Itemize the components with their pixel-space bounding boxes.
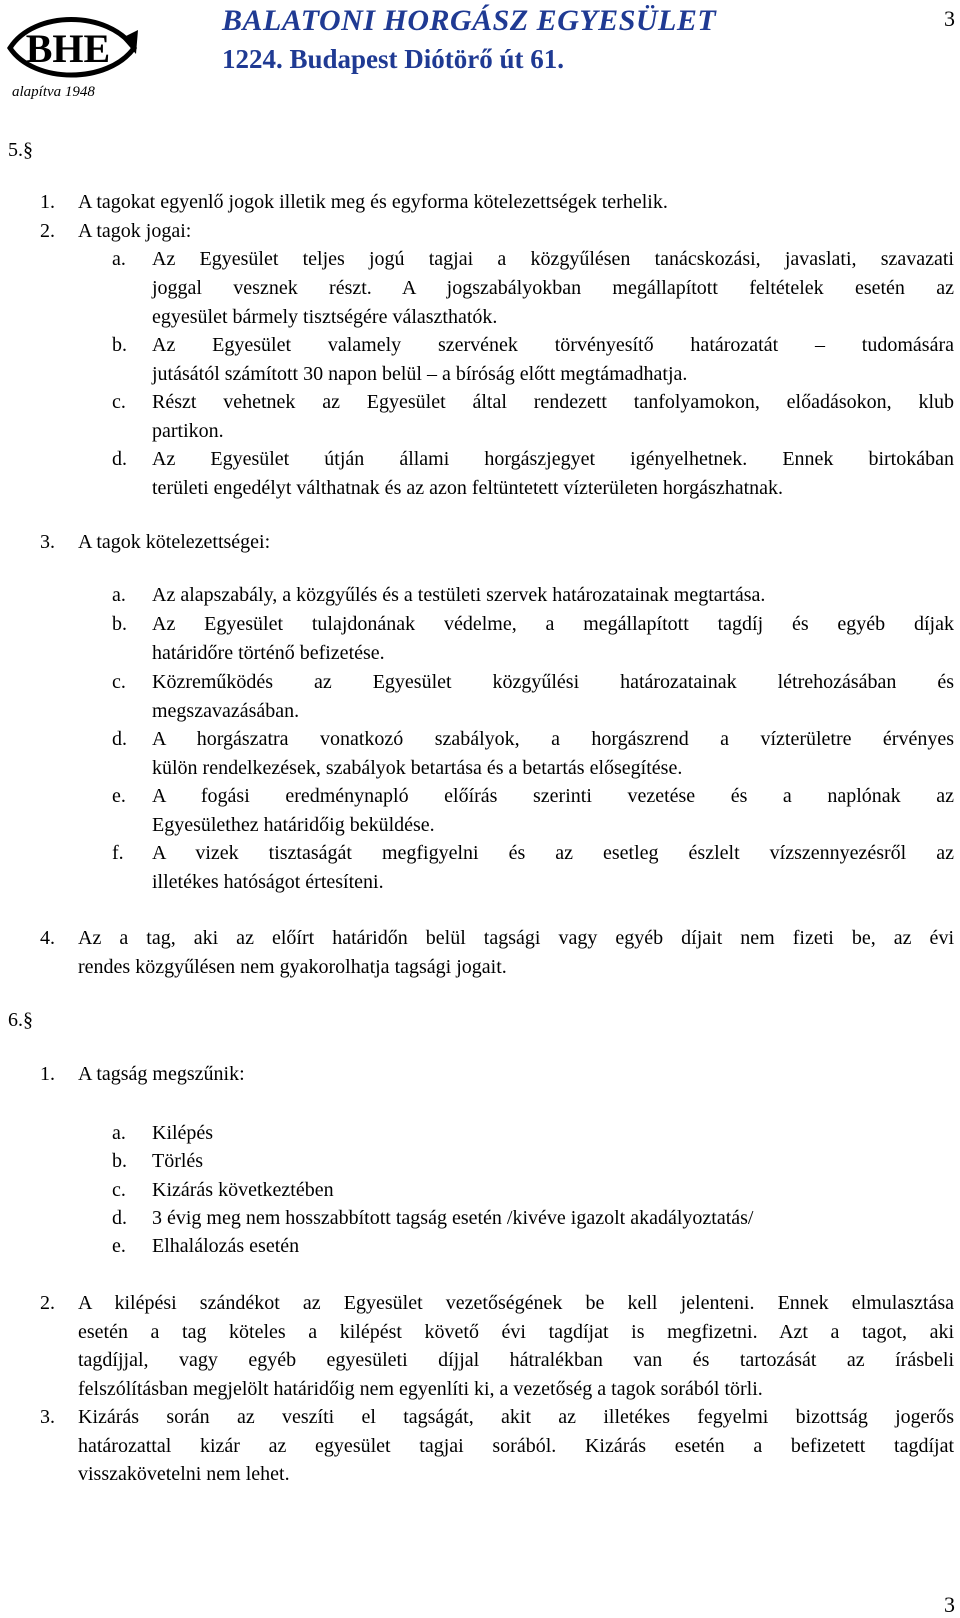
club-logo <box>4 4 142 100</box>
page-number-top: 3 <box>944 6 955 31</box>
list-item-text: Az Egyesület teljes jogú tagjai a közgyűlésen tanácskozási, javaslati, szavazati <box>152 248 954 270</box>
svg-text:BHE: BHE <box>25 26 111 71</box>
list-item-text: Törlés <box>152 1150 204 1172</box>
item-text: A tagság megszűnik: <box>78 1063 245 1085</box>
list-item-text: Egyesülethez határidőig beküldése. <box>152 814 435 836</box>
list-item-text: Kizárás következtében <box>152 1179 334 1201</box>
list-item-text: Az Egyesület tulajdonának védelme, a megállapított tagdíj és egyéb díjak <box>152 613 954 635</box>
list-letter: f. <box>112 842 124 864</box>
item-text: A tagokat egyenlő jogok illetik meg és egyforma kötelezettségek terhelik. <box>78 191 668 213</box>
item-text: határozattal kizár az egyesület tagjai sorából. Kizárás esetén a befizetett tagdíjat <box>78 1435 954 1457</box>
item-text: felszólításban megjelölt határidőig nem egyenlíti ki, a vezetőség a tagok sorából törli. <box>78 1378 763 1400</box>
section-heading: 6.§ <box>8 1009 33 1031</box>
list-letter: c. <box>112 1179 126 1201</box>
item-text: A tagok kötelezettségei: <box>78 531 271 553</box>
list-item-text: Az Egyesület útján állami horgászjegyet igényelhetnek. Ennek birtokában <box>152 448 954 470</box>
list-letter: d. <box>112 1207 127 1229</box>
list-item-text: Az Egyesület valamely szervének törvényesítő határozatát – tudomására <box>152 334 954 356</box>
item-number: 3. <box>40 531 55 553</box>
item-number: 4. <box>40 927 55 949</box>
item-number: 3. <box>40 1406 55 1428</box>
organization-address: 1224. Budapest Diótörő út 61. <box>222 44 565 74</box>
list-item-text: határidőre történő befizetése. <box>152 642 385 664</box>
list-item-text: jutásától számított 30 napon belül – a bíróság előtt megtámadhatja. <box>152 363 688 385</box>
item-text: Az a tag, aki az előírt határidőn belül tagsági vagy egyéb díjait nem fizeti be, az évi <box>78 927 954 949</box>
item-text: A kilépési szándékot az Egyesület vezetőségének be kell jelenteni. Ennek elmulasztása <box>78 1292 954 1314</box>
item-number: 2. <box>40 1292 55 1314</box>
item-text: A tagok jogai: <box>78 220 192 242</box>
list-item-text: külön rendelkezések, szabályok betartása és a betartás elősegítése. <box>152 757 683 779</box>
list-letter: b. <box>112 1150 127 1172</box>
item-text: rendes közgyűlésen nem gyakorolhatja tagsági jogait. <box>78 956 507 978</box>
item-text: Kizárás során az veszíti el tagságát, akit az illetékes fegyelmi bizottság jogerős <box>78 1406 954 1428</box>
list-item-text: egyesület bármely tisztségére választhatók. <box>152 306 498 328</box>
list-item-text: A fogási eredménynapló előírás szerinti vezetése és a naplónak az <box>152 785 954 807</box>
item-number: 2. <box>40 220 55 242</box>
list-item-text: Kilépés <box>152 1122 214 1144</box>
list-item-text: illetékes hatóságot értesíteni. <box>152 871 384 893</box>
item-text: visszakövetelni nem lehet. <box>78 1463 290 1485</box>
list-item-text: joggal vesznek részt. A jogszabályokban megállapított feltételek esetén az <box>152 277 954 299</box>
list-item-text: partikon. <box>152 420 224 442</box>
list-letter: b. <box>112 334 127 356</box>
list-item-text: 3 évig meg nem hosszabbított tagság esetén /kivéve igazolt akadályoztatás/ <box>152 1207 754 1229</box>
list-letter: a. <box>112 1122 126 1144</box>
item-number: 1. <box>40 1063 55 1085</box>
item-number: 1. <box>40 191 55 213</box>
section-heading: 5.§ <box>8 139 33 161</box>
list-item-text: területi engedélyt válthatnak és az azon feltüntetett vízterületen horgászhatnak. <box>152 477 784 499</box>
list-letter: e. <box>112 1235 126 1257</box>
list-item-text: megszavazásában. <box>152 700 300 722</box>
list-letter: d. <box>112 448 127 470</box>
list-letter: e. <box>112 785 126 807</box>
list-letter: c. <box>112 391 126 413</box>
list-item-text: A horgászatra vonatkozó szabályok, a horgászrend a vízterületre érvényes <box>152 728 954 750</box>
list-letter: b. <box>112 613 127 635</box>
organization-name: BALATONI HORGÁSZ EGYESÜLET <box>222 4 717 37</box>
list-item-text: Közreműködés az Egyesület közgyűlési határozatainak létrehozásában és <box>152 671 954 693</box>
page-number-bottom: 3 <box>944 1592 955 1617</box>
list-item-text: Az alapszabály, a közgyűlés és a testületi szervek határozatainak megtartása. <box>152 584 766 606</box>
list-item-text: A vizek tisztaságát megfigyelni és az esetleg észlelt vízszennyezésről az <box>152 842 954 864</box>
list-letter: a. <box>112 248 126 270</box>
item-text: esetén a tag köteles a kilépést követő évi tagdíjat is megfizetni. Azt a tagot, aki <box>78 1321 954 1343</box>
list-letter: d. <box>112 728 127 750</box>
list-item-text: Elhalálozás esetén <box>152 1235 300 1257</box>
list-letter: c. <box>112 671 126 693</box>
list-item-text: Részt vehetnek az Egyesület által rendezett tanfolyamokon, előadásokon, klub <box>152 391 954 413</box>
list-letter: a. <box>112 584 126 606</box>
svg-text:alapítva 1948: alapítva 1948 <box>12 84 95 100</box>
item-text: tagdíjjal, vagy egyéb egyesületi díjjal hátralékban van és tartozását az írásbeli <box>78 1349 954 1371</box>
